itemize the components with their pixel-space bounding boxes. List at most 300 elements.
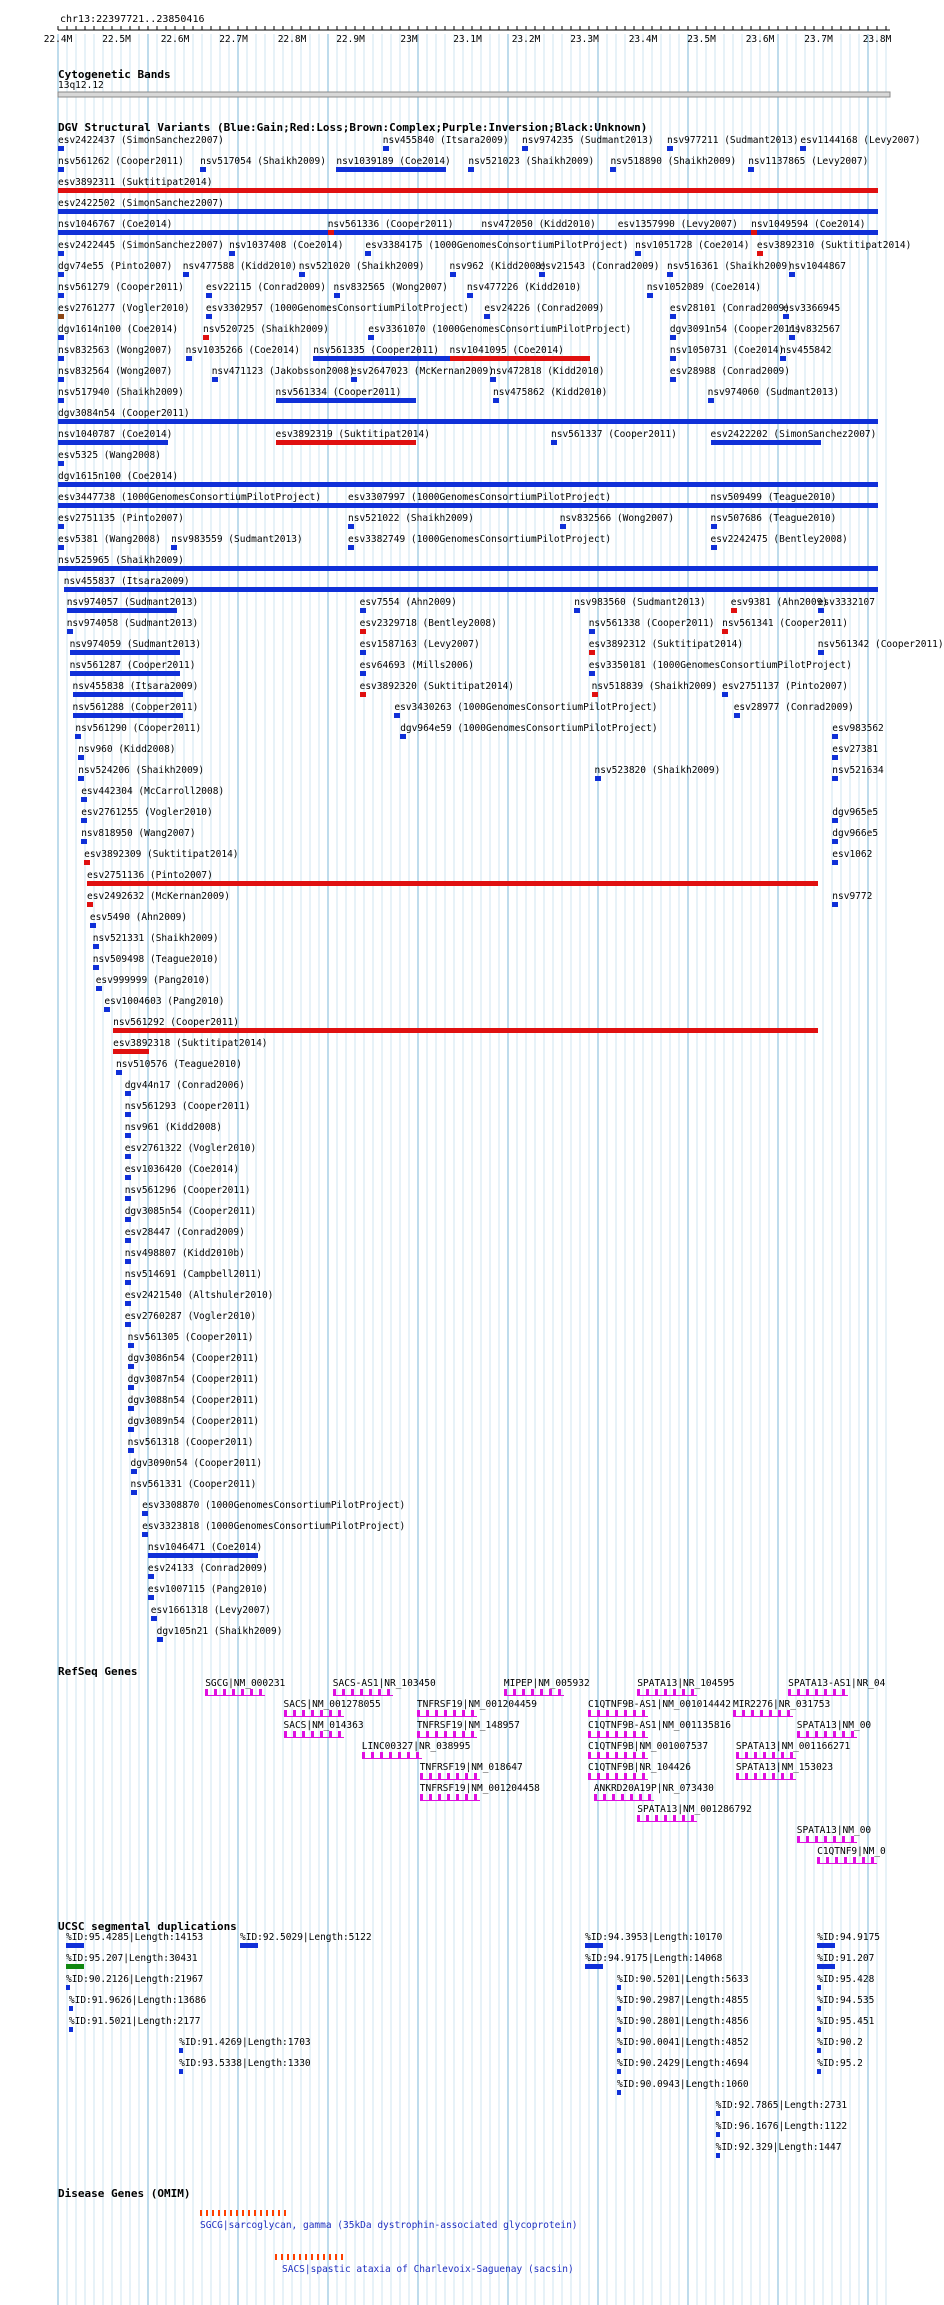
refseq-gene-label[interactable]: TNFRSF19|NM_001204459 [416, 1699, 537, 1710]
dgv-feature-label[interactable]: esv1036420 (Coe2014) [124, 1164, 240, 1175]
dgv-feature-bar[interactable] [757, 251, 763, 256]
refseq-gene-glyph[interactable] [588, 1752, 648, 1759]
dgv-feature-bar[interactable] [58, 398, 64, 403]
segdup-label[interactable]: %ID:92.329|Length:1447 [715, 2142, 842, 2153]
segdup-bar[interactable] [817, 2027, 821, 2032]
dgv-feature-bar[interactable] [336, 167, 446, 172]
segdup-bar[interactable] [179, 2069, 183, 2074]
segdup-label[interactable]: %ID:91.9626|Length:13686 [68, 1995, 207, 2006]
refseq-gene-label[interactable]: SACS|NM_014363 [283, 1720, 364, 1731]
dgv-feature-label[interactable]: nsv518839 (Shaikh2009) [591, 681, 718, 692]
dgv-feature-bar[interactable] [360, 629, 366, 634]
dgv-feature-bar[interactable] [711, 440, 821, 445]
dgv-feature-bar[interactable] [360, 650, 366, 655]
dgv-feature-label[interactable]: nsv1046767 (Coe2014) [58, 219, 173, 230]
dgv-feature-bar[interactable] [394, 713, 400, 718]
dgv-feature-bar[interactable] [670, 377, 676, 382]
dgv-feature-bar[interactable] [58, 293, 64, 298]
dgv-feature-bar[interactable] [212, 377, 218, 382]
dgv-feature-bar[interactable] [800, 146, 806, 151]
dgv-feature-bar[interactable] [818, 650, 824, 655]
dgv-feature-label[interactable]: nsv455842 [780, 345, 832, 356]
segdup-bar[interactable] [66, 1964, 84, 1969]
dgv-feature-bar[interactable] [200, 167, 206, 172]
dgv-feature-label[interactable]: nsv832564 (Wong2007) [58, 366, 173, 377]
refseq-gene-glyph[interactable] [284, 1710, 344, 1717]
dgv-feature-label[interactable]: esv3382749 (1000GenomesConsortiumPilotProject) [348, 534, 612, 545]
dgv-feature-label[interactable]: nsv455837 (Itsara2009) [63, 576, 190, 587]
dgv-feature-bar[interactable] [722, 629, 728, 634]
dgv-feature-bar[interactable] [610, 167, 616, 172]
segdup-bar[interactable] [69, 2006, 73, 2011]
dgv-feature-label[interactable]: nsv1051728 (Coe2014) [635, 240, 750, 251]
dgv-feature-label[interactable]: esv9381 (Ahn2009) [730, 597, 829, 608]
dgv-feature-bar[interactable] [125, 1322, 131, 1327]
dgv-feature-label[interactable]: nsv521634 [832, 765, 884, 776]
dgv-feature-bar[interactable] [142, 1511, 148, 1516]
segdup-bar[interactable] [716, 2132, 720, 2137]
dgv-feature-label[interactable]: esv3302957 (1000GenomesConsortiumPilotProject) [205, 303, 469, 314]
dgv-feature-label[interactable]: esv2761322 (Vogler2010) [124, 1143, 257, 1154]
dgv-feature-label[interactable]: esv3361070 (1000GenomesConsortiumPilotProject) [368, 324, 632, 335]
dgv-feature-label[interactable]: esv2492632 (McKernan2009) [87, 891, 230, 902]
dgv-feature-label[interactable]: esv3332107 [817, 597, 875, 608]
dgv-feature-bar[interactable] [58, 335, 64, 340]
dgv-feature-bar[interactable] [131, 1469, 137, 1474]
dgv-feature-label[interactable]: nsv514691 (Campbell2011) [124, 1269, 262, 1280]
dgv-feature-bar[interactable] [589, 650, 595, 655]
dgv-feature-label[interactable]: nsv832563 (Wong2007) [58, 345, 173, 356]
refseq-gene-label[interactable]: ANKRD20A19P|NR_073430 [593, 1783, 714, 1794]
dgv-feature-label[interactable]: esv1144168 (Levy2007) [800, 135, 921, 146]
dgv-feature-bar[interactable] [722, 692, 728, 697]
dgv-feature-label[interactable]: esv3384175 (1000GenomesConsortiumPilotProject) [365, 240, 629, 251]
dgv-feature-label[interactable]: dgv3087n54 (Cooper2011) [127, 1374, 260, 1385]
segdup-label[interactable]: %ID:92.5029|Length:5122 [240, 1932, 372, 1943]
refseq-gene-label[interactable]: SGCG|NM_000231 [205, 1678, 286, 1689]
dgv-feature-bar[interactable] [551, 440, 557, 445]
refseq-gene-label[interactable]: SPATA13|NM_001286792 [637, 1804, 752, 1815]
refseq-gene-glyph[interactable] [420, 1794, 480, 1801]
segdup-label[interactable]: %ID:91.207 [817, 1953, 875, 1964]
dgv-feature-label[interactable]: nsv561290 (Cooper2011) [75, 723, 202, 734]
dgv-feature-bar[interactable] [711, 524, 717, 529]
dgv-feature-label[interactable]: esv2422437 (SimonSanchez2007) [58, 135, 224, 146]
dgv-feature-bar[interactable] [128, 1385, 134, 1390]
dgv-feature-label[interactable]: nsv518890 (Shaikh2009) [610, 156, 737, 167]
dgv-feature-label[interactable]: nsv561292 (Cooper2011) [113, 1017, 239, 1028]
dgv-feature-bar[interactable] [481, 230, 487, 235]
omim-gene-glyph[interactable] [200, 2210, 286, 2216]
dgv-feature-label[interactable]: nsv517054 (Shaikh2009) [200, 156, 326, 167]
dgv-feature-label[interactable]: dgv3085n54 (Cooper2011) [124, 1206, 257, 1217]
dgv-track-title[interactable]: DGV Structural Variants (Blue:Gain;Red:Loss;Brown:Complex;Purple:Inversion;Black:Unknown) [58, 121, 648, 134]
dgv-feature-bar[interactable] [368, 335, 374, 340]
dgv-feature-label[interactable]: nsv561334 (Cooper2011) [275, 387, 402, 398]
dgv-feature-bar[interactable] [58, 545, 64, 550]
dgv-feature-bar[interactable] [183, 272, 189, 277]
segdup-bar[interactable] [617, 2006, 621, 2011]
dgv-feature-bar[interactable] [67, 608, 177, 613]
refseq-track-title[interactable]: RefSeq Genes [58, 1665, 138, 1678]
dgv-feature-bar[interactable] [360, 692, 366, 697]
dgv-feature-bar[interactable] [58, 209, 878, 214]
dgv-feature-label[interactable]: esv2751136 (Pinto2007) [87, 870, 213, 881]
segdup-label[interactable]: %ID:90.0041|Length:4852 [617, 2037, 749, 2048]
refseq-gene-glyph[interactable] [594, 1794, 654, 1801]
dgv-feature-label[interactable]: esv5490 (Ahn2009) [89, 912, 188, 923]
refseq-gene-glyph[interactable] [788, 1689, 848, 1696]
dgv-feature-label[interactable]: esv3892310 (Suktitipat2014) [756, 240, 912, 251]
dgv-feature-bar[interactable] [708, 398, 714, 403]
segdup-label[interactable]: %ID:91.5021|Length:2177 [68, 2016, 201, 2027]
dgv-feature-bar[interactable] [748, 167, 754, 172]
dgv-feature-label[interactable]: esv28977 (Conrad2009) [733, 702, 854, 713]
segdup-label[interactable]: %ID:90.2126|Length:21967 [66, 1974, 204, 1985]
dgv-feature-label[interactable]: esv999999 (Pang2010) [95, 975, 211, 986]
segdup-bar[interactable] [617, 2048, 621, 2053]
refseq-gene-glyph[interactable] [504, 1689, 564, 1696]
dgv-feature-label[interactable]: nsv525965 (Shaikh2009) [58, 555, 184, 566]
dgv-feature-label[interactable]: dgv44n17 (Conrad2006) [124, 1080, 245, 1091]
dgv-feature-bar[interactable] [58, 461, 64, 466]
dgv-feature-label[interactable]: dgv966e5 [832, 828, 879, 839]
refseq-gene-label[interactable]: C1QTNF9B-AS1|NM_001014442 [588, 1699, 731, 1710]
dgv-feature-bar[interactable] [90, 923, 96, 928]
dgv-feature-label[interactable]: esv2761277 (Vogler2010) [58, 303, 190, 314]
segdup-label[interactable]: %ID:90.2429|Length:4694 [617, 2058, 749, 2069]
dgv-feature-label[interactable]: nsv516361 (Shaikh2009) [667, 261, 793, 272]
dgv-feature-bar[interactable] [789, 272, 795, 277]
dgv-feature-bar[interactable] [595, 776, 601, 781]
dgv-feature-label[interactable]: nsv561331 (Cooper2011) [130, 1479, 257, 1490]
dgv-feature-label[interactable]: esv2761255 (Vogler2010) [81, 807, 213, 818]
dgv-feature-bar[interactable] [125, 1280, 131, 1285]
dgv-feature-label[interactable]: dgv964e59 (1000GenomesConsortiumPilotProject) [400, 723, 658, 734]
dgv-feature-bar[interactable] [334, 293, 340, 298]
dgv-feature-label[interactable]: nsv832566 (Wong2007) [559, 513, 675, 524]
segdup-bar[interactable] [585, 1964, 603, 1969]
dgv-feature-label[interactable]: esv2421540 (Altshuler2010) [124, 1290, 274, 1301]
dgv-feature-label[interactable]: esv3323818 (1000GenomesConsortiumPilotProject) [142, 1521, 406, 1532]
segdup-bar[interactable] [66, 1943, 84, 1948]
dgv-feature-label[interactable]: dgv965e5 [832, 807, 879, 818]
dgv-feature-bar[interactable] [171, 545, 177, 550]
dgv-feature-bar[interactable] [87, 881, 818, 886]
dgv-feature-bar[interactable] [125, 1112, 131, 1117]
dgv-feature-label[interactable]: nsv1040787 (Coe2014) [58, 429, 173, 440]
dgv-feature-label[interactable]: nsv561279 (Cooper2011) [58, 282, 184, 293]
refseq-gene-glyph[interactable] [637, 1815, 697, 1822]
segdup-label[interactable]: %ID:93.5338|Length:1330 [179, 2058, 311, 2069]
dgv-feature-bar[interactable] [731, 608, 737, 613]
dgv-feature-label[interactable]: esv1007115 (Pang2010) [147, 1584, 268, 1595]
dgv-feature-label[interactable]: esv3430263 (1000GenomesConsortiumPilotProject) [394, 702, 658, 713]
dgv-feature-bar[interactable] [58, 167, 64, 172]
dgv-feature-bar[interactable] [151, 1616, 157, 1621]
dgv-feature-bar[interactable] [128, 1406, 134, 1411]
dgv-feature-bar[interactable] [148, 1553, 258, 1558]
segdup-label[interactable]: %ID:96.1676|Length:1122 [715, 2121, 848, 2132]
refseq-gene-glyph[interactable] [588, 1731, 648, 1738]
refseq-gene-glyph[interactable] [333, 1689, 393, 1696]
segdup-bar[interactable] [69, 2027, 73, 2032]
dgv-feature-bar[interactable] [574, 608, 580, 613]
dgv-feature-bar[interactable] [87, 902, 93, 907]
dgv-feature-bar[interactable] [58, 440, 168, 445]
segdup-bar[interactable] [66, 1985, 70, 1990]
refseq-gene-label[interactable]: TNFRSF19|NM_001204458 [419, 1783, 540, 1794]
dgv-feature-bar[interactable] [789, 335, 795, 340]
dgv-feature-bar[interactable] [75, 734, 81, 739]
dgv-feature-label[interactable]: nsv561262 (Cooper2011) [58, 156, 184, 167]
dgv-feature-label[interactable]: nsv521023 (Shaikh2009) [468, 156, 595, 167]
dgv-feature-label[interactable]: esv27381 [832, 744, 879, 755]
refseq-gene-label[interactable]: SPATA13|NM_001166271 [735, 1741, 851, 1752]
dgv-feature-bar[interactable] [365, 251, 371, 256]
dgv-feature-label[interactable]: esv5381 (Wang2008) [58, 534, 161, 545]
dgv-feature-label[interactable]: nsv1052089 (Coe2014) [646, 282, 762, 293]
dgv-feature-label[interactable]: esv1062 [832, 849, 873, 860]
dgv-feature-label[interactable]: nsv818950 (Wang2007) [81, 828, 196, 839]
dgv-feature-bar[interactable] [58, 356, 64, 361]
dgv-feature-label[interactable]: dgv3090n54 (Cooper2011) [130, 1458, 263, 1469]
refseq-gene-label[interactable]: SPATA13|NM_153023 [735, 1762, 834, 1773]
segdup-label[interactable]: %ID:91.4269|Length:1703 [179, 2037, 311, 2048]
dgv-feature-bar[interactable] [58, 419, 878, 424]
dgv-feature-bar[interactable] [647, 293, 653, 298]
dgv-feature-label[interactable]: nsv507686 (Teague2010) [710, 513, 837, 524]
dgv-feature-label[interactable]: nsv9772 [832, 891, 873, 902]
dgv-feature-bar[interactable] [832, 755, 838, 760]
refseq-gene-label[interactable]: SACS|NM_001278055 [283, 1699, 381, 1710]
dgv-feature-label[interactable]: esv2760287 (Vogler2010) [124, 1311, 257, 1322]
dgv-feature-label[interactable]: nsv510576 (Teague2010) [116, 1059, 242, 1070]
dgv-feature-bar[interactable] [299, 272, 305, 277]
dgv-feature-label[interactable]: esv22115 (Conrad2009) [205, 282, 326, 293]
dgv-feature-bar[interactable] [148, 1574, 154, 1579]
dgv-feature-label[interactable]: esv28447 (Conrad2009) [124, 1227, 245, 1238]
dgv-feature-bar[interactable] [73, 692, 183, 697]
dgv-feature-label[interactable]: esv3892309 (Suktitipat2014) [84, 849, 239, 860]
refseq-gene-glyph[interactable] [205, 1689, 265, 1696]
dgv-feature-bar[interactable] [832, 734, 838, 739]
dgv-feature-bar[interactable] [58, 524, 64, 529]
dgv-feature-bar[interactable] [128, 1448, 134, 1453]
segdup-bar[interactable] [817, 2006, 821, 2011]
segdup-bar[interactable] [817, 2048, 821, 2053]
dgv-feature-label[interactable]: esv24226 (Conrad2009) [484, 303, 605, 314]
dgv-feature-bar[interactable] [783, 314, 789, 319]
dgv-feature-bar[interactable] [113, 1028, 818, 1033]
dgv-feature-bar[interactable] [125, 1217, 131, 1222]
dgv-feature-label[interactable]: nsv524206 (Shaikh2009) [78, 765, 205, 776]
dgv-feature-label[interactable]: nsv561342 (Cooper2011) [817, 639, 944, 650]
dgv-feature-label[interactable]: nsv561288 (Cooper2011) [72, 702, 199, 713]
segdup-bar[interactable] [617, 2027, 621, 2032]
dgv-feature-bar[interactable] [711, 503, 717, 508]
segdup-bar[interactable] [817, 1985, 821, 1990]
segdup-label[interactable]: %ID:95.428 [817, 1974, 875, 1985]
refseq-gene-glyph[interactable] [588, 1773, 648, 1780]
dgv-feature-label[interactable]: nsv1137865 (Levy2007) [748, 156, 869, 167]
dgv-feature-bar[interactable] [670, 356, 676, 361]
refseq-gene-label[interactable]: C1QTNF9|NM_0 [817, 1846, 886, 1857]
dgv-feature-bar[interactable] [125, 1175, 131, 1180]
dgv-feature-bar[interactable] [360, 671, 366, 676]
omim-track-title[interactable]: Disease Genes (OMIM) [58, 2187, 191, 2200]
refseq-gene-glyph[interactable] [284, 1731, 344, 1738]
dgv-feature-label[interactable]: nsv455838 (Itsara2009) [72, 681, 199, 692]
dgv-feature-label[interactable]: nsv1046471 (Coe2014) [147, 1542, 263, 1553]
refseq-gene-glyph[interactable] [797, 1731, 857, 1738]
dgv-feature-bar[interactable] [203, 335, 209, 340]
dgv-feature-bar[interactable] [229, 251, 235, 256]
refseq-gene-glyph[interactable] [420, 1773, 480, 1780]
dgv-feature-label[interactable]: nsv1044867 [788, 261, 846, 272]
dgv-feature-label[interactable]: nsv509499 (Teague2010) [710, 492, 837, 503]
dgv-feature-bar[interactable] [751, 230, 757, 235]
segdup-bar[interactable] [817, 2069, 821, 2074]
dgv-feature-bar[interactable] [490, 377, 496, 382]
segdup-label[interactable]: %ID:90.2 [817, 2037, 863, 2048]
segdup-bar[interactable] [617, 2090, 621, 2095]
refseq-gene-glyph[interactable] [817, 1857, 877, 1864]
dgv-feature-label[interactable]: nsv472818 (Kidd2010) [490, 366, 605, 377]
dgv-feature-label[interactable]: nsv1039189 (Coe2014) [336, 156, 451, 167]
dgv-feature-label[interactable]: nsv832567 [788, 324, 841, 335]
refseq-gene-glyph[interactable] [637, 1689, 697, 1696]
segdup-label[interactable]: %ID:94.535 [817, 1995, 875, 2006]
dgv-feature-bar[interactable] [125, 1238, 131, 1243]
refseq-gene-label[interactable]: SACS-AS1|NR_103450 [332, 1678, 436, 1689]
dgv-feature-bar[interactable] [635, 251, 641, 256]
refseq-gene-glyph[interactable] [733, 1710, 793, 1717]
refseq-gene-label[interactable]: LINC00327|NR_038995 [361, 1741, 471, 1752]
segdup-label[interactable]: %ID:95.4285|Length:14153 [66, 1932, 204, 1943]
dgv-feature-label[interactable]: esv1357990 (Levy2007) [617, 219, 738, 230]
dgv-feature-label[interactable]: esv3892320 (Suktitipat2014) [359, 681, 515, 692]
dgv-feature-bar[interactable] [832, 818, 838, 823]
dgv-feature-label[interactable]: nsv1041095 (Coe2014) [449, 345, 564, 356]
dgv-feature-label[interactable]: esv24133 (Conrad2009) [147, 1563, 268, 1574]
refseq-gene-label[interactable]: C1QTNF9B-AS1|NM_001135816 [588, 1720, 731, 1731]
dgv-feature-bar[interactable] [522, 146, 528, 151]
dgv-feature-label[interactable]: nsv521020 (Shaikh2009) [298, 261, 425, 272]
dgv-feature-label[interactable]: esv3892312 (Suktitipat2014) [588, 639, 744, 650]
dgv-feature-bar[interactable] [313, 356, 453, 361]
segdup-label[interactable]: %ID:94.3953|Length:10170 [585, 1932, 723, 1943]
dgv-feature-bar[interactable] [818, 608, 824, 613]
dgv-feature-bar[interactable] [125, 1259, 131, 1264]
dgv-feature-bar[interactable] [667, 146, 673, 151]
dgv-feature-label[interactable]: nsv561296 (Cooper2011) [124, 1185, 251, 1196]
segdup-label[interactable]: %ID:90.2801|Length:4856 [617, 2016, 749, 2027]
segdup-bar[interactable] [617, 1985, 621, 1990]
dgv-feature-label[interactable]: esv3366945 [783, 303, 841, 314]
dgv-feature-label[interactable]: esv28101 (Conrad2009) [669, 303, 790, 314]
dgv-feature-bar[interactable] [58, 377, 64, 382]
dgv-feature-bar[interactable] [78, 776, 84, 781]
dgv-feature-bar[interactable] [539, 272, 545, 277]
refseq-gene-label[interactable]: SPATA13|NM_00 [796, 1825, 872, 1836]
dgv-feature-label[interactable]: dgv3089n54 (Cooper2011) [127, 1416, 260, 1427]
dgv-feature-bar[interactable] [348, 545, 354, 550]
dgv-feature-label[interactable]: nsv962 (Kidd2008) [449, 261, 547, 272]
dgv-feature-label[interactable]: esv1587163 (Levy2007) [359, 639, 480, 650]
dgv-feature-bar[interactable] [125, 1154, 131, 1159]
dgv-feature-label[interactable]: esv7554 (Ahn2009) [359, 597, 457, 608]
dgv-feature-bar[interactable] [125, 1301, 131, 1306]
segdup-label[interactable]: %ID:94.9175|Length:14068 [585, 1953, 723, 1964]
dgv-feature-bar[interactable] [96, 986, 102, 991]
dgv-feature-label[interactable]: nsv477226 (Kidd2010) [466, 282, 582, 293]
dgv-feature-bar[interactable] [450, 272, 456, 277]
refseq-gene-label[interactable]: SPATA13|NM_00 [796, 1720, 872, 1731]
refseq-gene-glyph[interactable] [736, 1773, 796, 1780]
dgv-feature-bar[interactable] [58, 251, 64, 256]
dgv-feature-bar[interactable] [113, 1049, 149, 1054]
dgv-feature-label[interactable]: dgv1615n100 (Coe2014) [58, 471, 179, 482]
dgv-feature-label[interactable]: nsv561336 (Cooper2011) [327, 219, 454, 230]
dgv-feature-bar[interactable] [450, 356, 590, 361]
dgv-feature-label[interactable]: esv64693 (Mills2006) [359, 660, 474, 671]
dgv-feature-label[interactable]: nsv561305 (Cooper2011) [127, 1332, 254, 1343]
refseq-gene-label[interactable]: TNFRSF19|NM_018647 [419, 1762, 523, 1773]
dgv-feature-bar[interactable] [670, 314, 676, 319]
dgv-feature-label[interactable]: nsv455840 (Itsara2009) [382, 135, 509, 146]
dgv-feature-label[interactable]: nsv520725 (Shaikh2009) [203, 324, 329, 335]
dgv-feature-label[interactable]: dgv74e55 (Pinto2007) [58, 261, 173, 272]
dgv-feature-label[interactable]: esv2647023 (McKernan2009) [350, 366, 494, 377]
dgv-feature-label[interactable]: nsv475862 (Kidd2010) [493, 387, 608, 398]
dgv-feature-label[interactable]: nsv561318 (Cooper2011) [127, 1437, 254, 1448]
dgv-feature-label[interactable]: esv3350181 (1000GenomesConsortiumPilotProject) [588, 660, 852, 671]
segdup-label[interactable]: %ID:90.0943|Length:1060 [617, 2079, 749, 2090]
dgv-feature-label[interactable]: esv2242475 (Bentley2008) [710, 534, 848, 545]
segdup-bar[interactable] [179, 2048, 183, 2053]
dgv-feature-label[interactable]: nsv974058 (Sudmant2013) [66, 618, 199, 629]
dgv-feature-label[interactable]: nsv561335 (Cooper2011) [313, 345, 440, 356]
dgv-feature-label[interactable]: esv3892319 (Suktitipat2014) [275, 429, 430, 440]
dgv-feature-bar[interactable] [467, 293, 473, 298]
dgv-feature-label[interactable]: dgv3086n54 (Cooper2011) [127, 1353, 260, 1364]
dgv-feature-bar[interactable] [400, 734, 406, 739]
dgv-feature-label[interactable]: esv983562 [832, 723, 884, 734]
dgv-feature-bar[interactable] [618, 230, 624, 235]
dgv-feature-label[interactable]: nsv974059 (Sudmant2013) [69, 639, 202, 650]
dgv-feature-label[interactable]: nsv521331 (Shaikh2009) [92, 933, 219, 944]
segdup-bar[interactable] [585, 1943, 603, 1948]
dgv-feature-bar[interactable] [348, 524, 354, 529]
dgv-feature-label[interactable]: nsv983560 (Sudmant2013) [574, 597, 706, 608]
dgv-feature-label[interactable]: nsv960 (Kidd2008) [78, 744, 176, 755]
dgv-feature-label[interactable]: esv3447738 (1000GenomesConsortiumPilotProject) [58, 492, 322, 503]
dgv-feature-label[interactable]: nsv521022 (Shaikh2009) [348, 513, 474, 524]
dgv-feature-bar[interactable] [206, 314, 212, 319]
dgv-feature-label[interactable]: nsv974235 (Sudmant2013) [522, 135, 654, 146]
dgv-feature-bar[interactable] [84, 860, 90, 865]
dgv-feature-bar[interactable] [348, 503, 354, 508]
dgv-feature-label[interactable]: esv2422502 (SimonSanchez2007) [58, 198, 224, 209]
dgv-feature-label[interactable]: nsv1049594 (Coe2014) [751, 219, 866, 230]
segdup-label[interactable]: %ID:94.9175 [817, 1932, 881, 1943]
segdup-label[interactable]: %ID:92.7865|Length:2731 [715, 2100, 848, 2111]
dgv-feature-bar[interactable] [128, 1427, 134, 1432]
dgv-feature-bar[interactable] [58, 482, 878, 487]
dgv-feature-label[interactable]: dgv3084n54 (Cooper2011) [58, 408, 190, 419]
segdup-bar[interactable] [716, 2153, 720, 2158]
